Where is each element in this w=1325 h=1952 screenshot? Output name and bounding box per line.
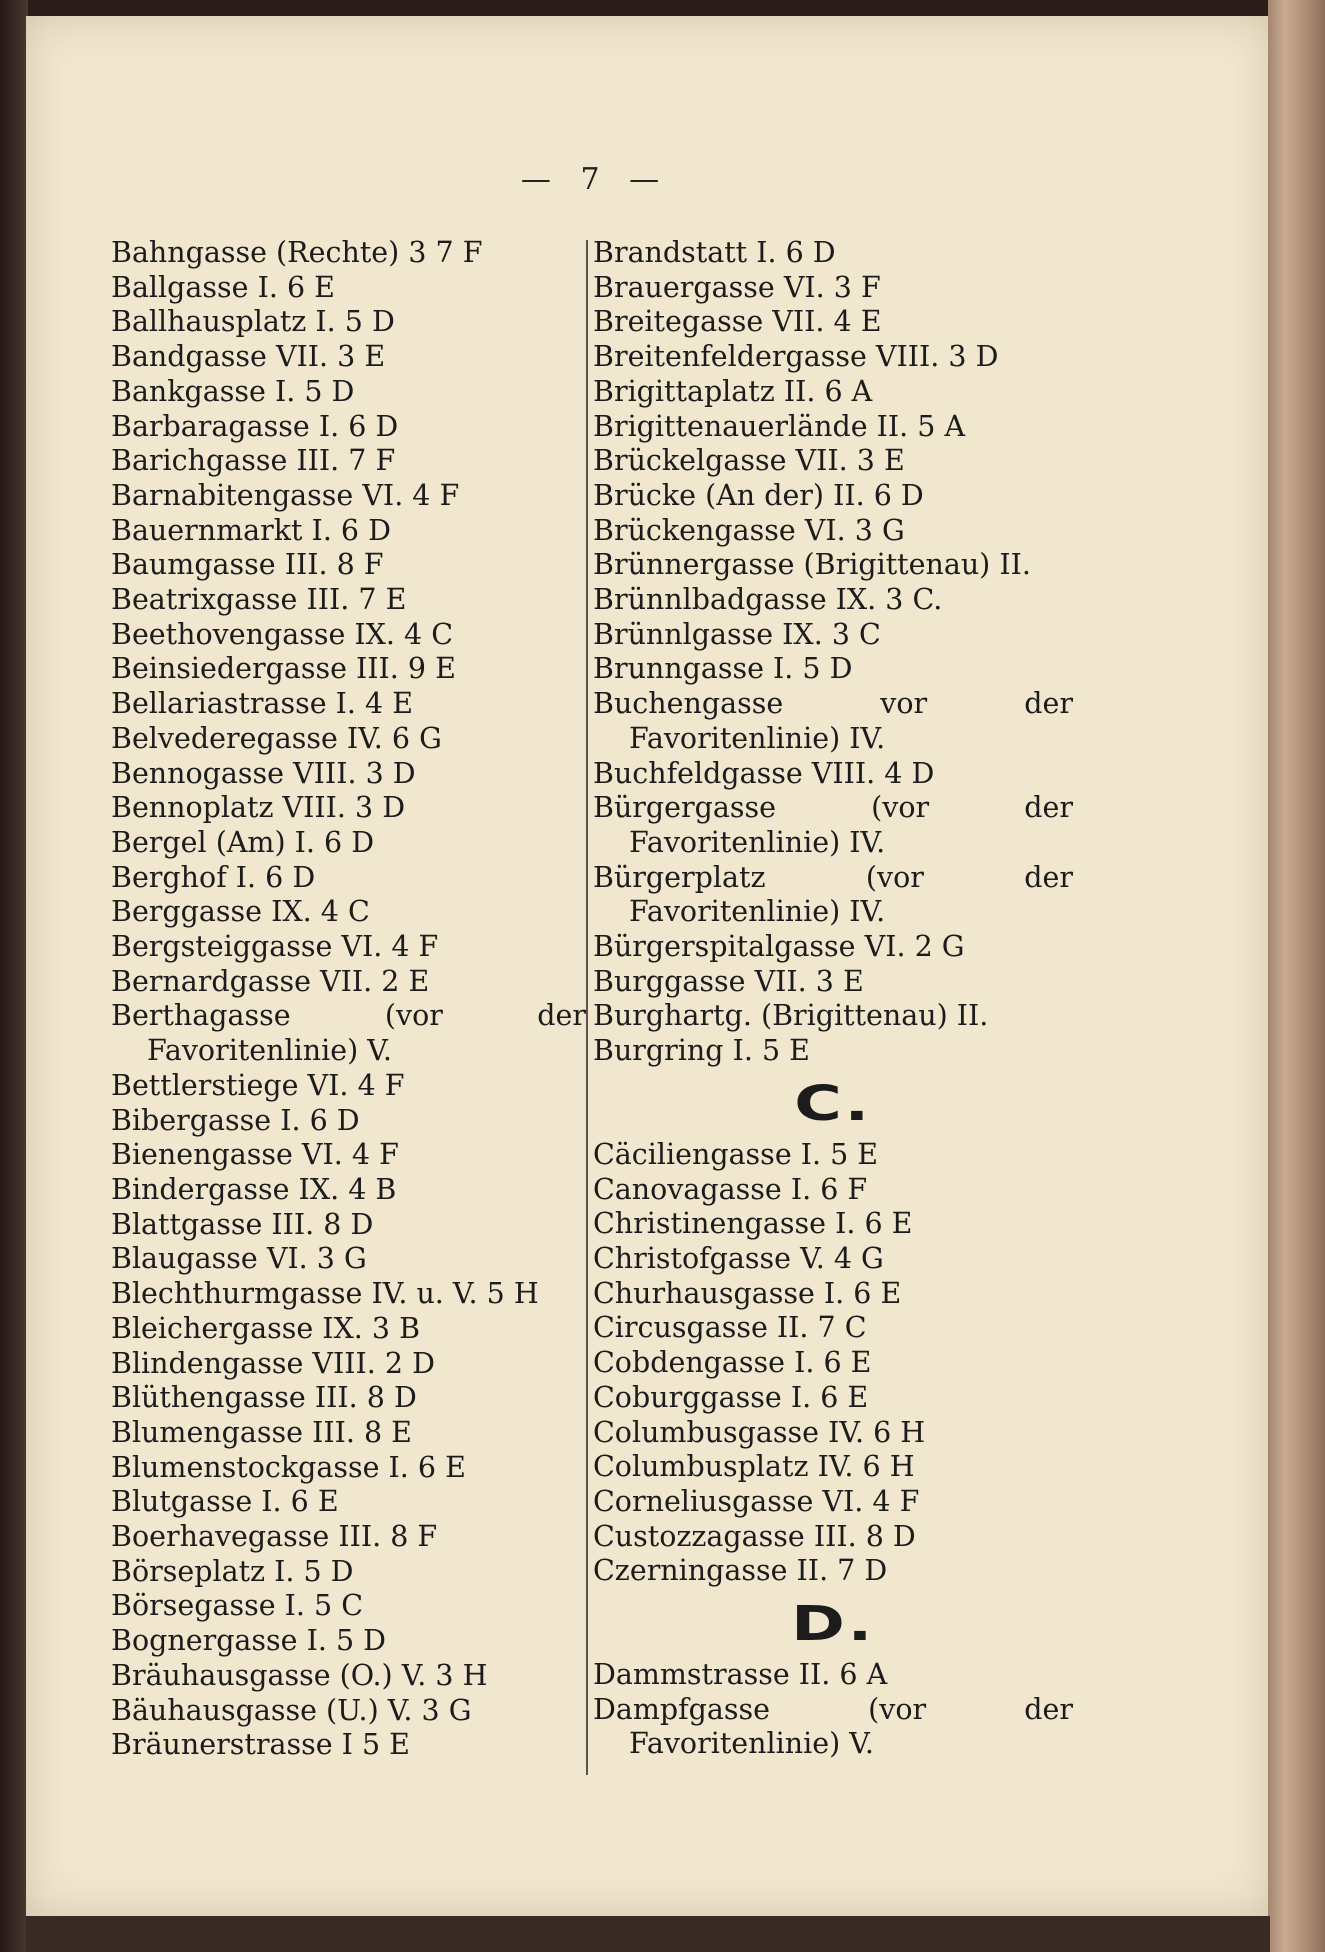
list-item: Barnabitengasse VI. 4 F <box>111 478 460 512</box>
list-item: Burgring I. 5 E <box>593 1034 810 1068</box>
list-item: Blindengasse VIII. 2 D <box>111 1346 435 1380</box>
list-item: Buchengasse vor der Favoritenlinie) IV. <box>593 687 1073 755</box>
list-item: Columbusgasse IV. 6 H <box>593 1415 926 1449</box>
list-item: Christofgasse V. 4 G <box>593 1241 884 1275</box>
page-bottom-shadow <box>26 1916 1270 1952</box>
list-item: Berthagasse (vor der Favoritenlinie) V. <box>111 999 586 1068</box>
column-divider <box>586 240 588 1775</box>
list-item: Bennoplatz VIII. 3 D <box>111 791 406 825</box>
list-item: Brigittenauerlände II. 5 A <box>593 409 966 443</box>
list-item: Berghof I. 6 D <box>111 860 316 894</box>
list-item: Bellariastrasse I. 4 E <box>111 687 414 721</box>
list-item: Brünnlbadgasse IX. 3 C. <box>593 583 943 617</box>
list-item: Cobdengasse I. 6 E <box>593 1346 872 1380</box>
list-item: Bräunerstrasse I 5 E <box>111 1728 410 1762</box>
list-item: Bernardgasse VII. 2 E <box>111 964 430 998</box>
list-item: Bürgergasse (vor der Favoritenlinie) IV. <box>593 791 1073 859</box>
list-item: Brünnlgasse IX. 3 C <box>593 617 881 651</box>
list-item: Dampfgasse (vor der Favoritenlinie) V. <box>593 1692 1073 1761</box>
right-column <box>593 236 1073 1762</box>
list-item: Blüthengasse III. 8 D <box>111 1381 417 1415</box>
list-item: Brigittaplatz II. 6 A <box>593 374 873 408</box>
list-item: Burghartg. (Brigittenau) II. <box>593 999 989 1033</box>
list-item: Bleichergasse IX. 3 B <box>111 1311 421 1345</box>
list-item: Churhausgasse I. 6 E <box>593 1276 902 1310</box>
list-item: Buchfeldgasse VIII. 4 D <box>593 756 935 790</box>
list-item: Blaugasse VI. 3 G <box>111 1242 367 1276</box>
page-number: — 7 — <box>520 162 670 197</box>
list-item: Bahngasse (Rechte) 3 7 F <box>111 236 483 269</box>
list-item: Custozzagasse III. 8 D <box>593 1519 916 1553</box>
list-item: Börsegasse I. 5 C <box>111 1589 364 1623</box>
list-item: Bäuhausgasse (U.) V. 3 G <box>111 1693 472 1727</box>
list-item: Blattgasse III. 8 D <box>111 1207 374 1241</box>
list-item: Burggasse VII. 3 E <box>593 964 864 998</box>
list-item: Cäciliengasse I. 5 E <box>593 1137 879 1171</box>
list-item: Canovagasse I. 6 F <box>593 1172 868 1206</box>
list-item: Blutgasse I. 6 E <box>111 1485 339 1519</box>
list-item: Bergel (Am) I. 6 D <box>111 825 375 859</box>
list-item: Bauernmarkt I. 6 D <box>111 513 391 547</box>
list-item: Blumengasse III. 8 E <box>111 1415 412 1449</box>
list-item: Brückelgasse VII. 3 E <box>593 444 905 478</box>
list-item: Bognergasse I. 5 D <box>111 1624 387 1658</box>
list-item: Börseplatz I. 5 D <box>111 1554 354 1588</box>
list-item: Circusgasse II. 7 C <box>593 1311 867 1345</box>
list-item: Bergsteiggasse VI. 4 F <box>111 930 439 964</box>
list-item: Brünnergasse (Brigittenau) II. <box>593 548 1031 582</box>
left-column <box>111 236 586 1763</box>
list-item: Columbusplatz IV. 6 H <box>593 1450 915 1484</box>
list-item: Coburggasse I. 6 E <box>593 1380 869 1414</box>
list-item: Beinsiedergasse III. 9 E <box>111 652 456 686</box>
list-item: Bürgerplatz (vor der Favoritenlinie) IV. <box>593 860 1073 929</box>
list-item: Barichgasse III. 7 F <box>111 444 396 478</box>
page-edge-stack <box>1268 0 1325 1952</box>
list-item: Czerningasse II. 7 D <box>593 1554 888 1588</box>
list-item: Beatrixgasse III. 7 E <box>111 583 407 617</box>
list-item: Brücke (An der) II. 6 D <box>593 478 924 512</box>
list-item: Breitenfeldergasse VIII. 3 D <box>593 340 999 374</box>
list-item: Dammstrasse II. 6 A <box>593 1658 888 1692</box>
list-item: Blumenstockgasse I. 6 E <box>111 1450 466 1484</box>
list-item: Boerhavegasse III. 8 F <box>111 1520 438 1554</box>
list-item: Blechthurmgasse IV. u. V. 5 H <box>111 1277 539 1311</box>
list-item: Brückengasse VI. 3 G <box>593 513 905 547</box>
list-item: Bindergasse IX. 4 B <box>111 1172 397 1206</box>
list-item: Bandgasse VII. 3 E <box>111 340 386 374</box>
list-item: Brauergasse VI. 3 F <box>593 270 881 304</box>
list-item: Bienengasse VI. 4 F <box>111 1138 399 1172</box>
section-heading-d: D. <box>791 1596 875 1653</box>
list-item: Bennogasse VIII. 3 D <box>111 756 416 790</box>
list-item: Christinengasse I. 6 E <box>593 1207 913 1241</box>
list-item: Brunngasse I. 5 D <box>593 652 853 686</box>
list-item: Belvederegasse IV. 6 G <box>111 721 442 755</box>
list-item: Ballhausplatz I. 5 D <box>111 305 395 339</box>
section-heading-c: C. <box>794 1075 872 1132</box>
list-item: Bankgasse I. 5 D <box>111 374 355 408</box>
list-item: Berggasse IX. 4 C <box>111 895 370 929</box>
book-spine-shadow <box>0 0 28 1952</box>
list-item: Corneliusgasse VI. 4 F <box>593 1484 920 1518</box>
list-item: Bibergasse I. 6 D <box>111 1103 360 1137</box>
list-item: Breitegasse VII. 4 E <box>593 305 882 339</box>
list-item: Ballgasse I. 6 E <box>111 270 335 304</box>
list-item: Baumgasse III. 8 F <box>111 548 384 582</box>
list-item: Bräuhausgasse (O.) V. 3 H <box>111 1658 488 1692</box>
list-item: Barbaragasse I. 6 D <box>111 409 399 443</box>
list-item: Brandstatt I. 6 D <box>593 236 836 269</box>
list-item: Bettlerstiege VI. 4 F <box>111 1068 405 1102</box>
list-item: Bürgerspitalgasse VI. 2 G <box>593 930 965 964</box>
list-item: Beethovengasse IX. 4 C <box>111 617 454 651</box>
